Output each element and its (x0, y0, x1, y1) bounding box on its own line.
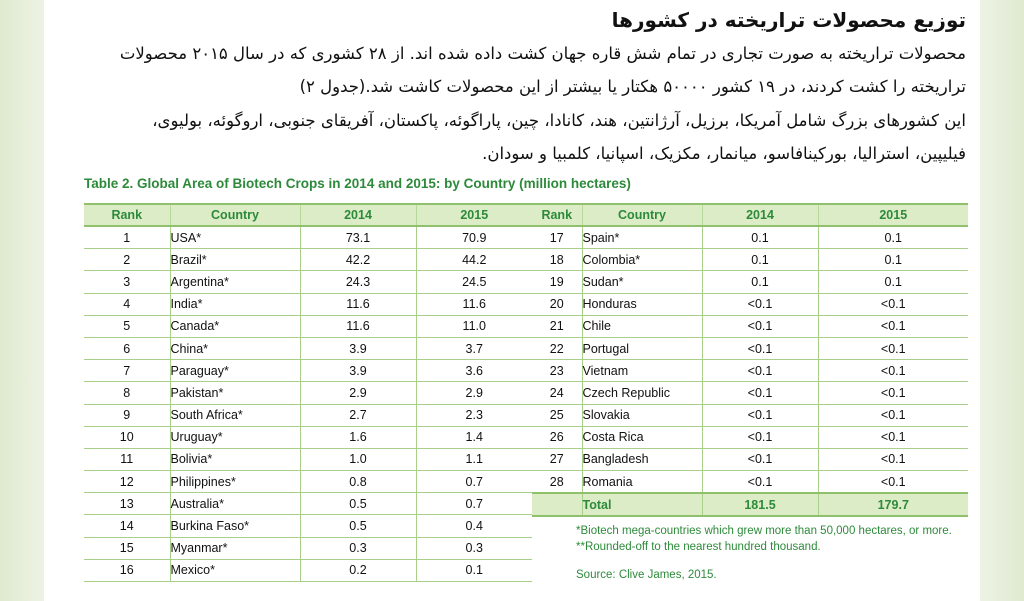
value-2015-cell: <0.1 (818, 448, 968, 470)
table-row (84, 537, 532, 559)
value-2014-cell: 0.1 (702, 271, 818, 293)
rank-cell: 6 (84, 337, 170, 359)
rank-cell: 11 (84, 448, 170, 470)
country-cell: Uruguay* (170, 426, 300, 448)
country-cell: Burkina Faso* (170, 515, 300, 537)
value-2015-cell: 0.7 (416, 493, 532, 515)
table-row (532, 360, 968, 382)
country-cell: Honduras (582, 293, 702, 315)
country-cell: Chile (582, 315, 702, 337)
value-2015-cell: 44.2 (416, 249, 532, 271)
persian-paragraph-line-4: فیلیپین، استرالیا، بورکینافاسو، میانمار، مکزیک، اسپانیا، کلمبیا و سودان. (482, 144, 966, 163)
country-cell: India* (170, 293, 300, 315)
value-2014-cell: 11.6 (300, 315, 416, 337)
rank-cell: 28 (532, 471, 582, 494)
value-2014-cell: 24.3 (300, 271, 416, 293)
value-2014-cell: <0.1 (702, 426, 818, 448)
table-row (84, 404, 532, 426)
value-2015-cell: 0.1 (416, 559, 532, 581)
country-cell: Czech Republic (582, 382, 702, 404)
value-2014-cell: 0.5 (300, 515, 416, 537)
value-2015-cell: <0.1 (818, 382, 968, 404)
rank-cell: 4 (84, 293, 170, 315)
country-cell: Spain* (582, 226, 702, 249)
value-2014-cell: <0.1 (702, 471, 818, 494)
table-row (84, 493, 532, 515)
rank-cell: 5 (84, 315, 170, 337)
header-2015: 2015 (416, 204, 532, 226)
table-row (532, 426, 968, 448)
table-row (84, 448, 532, 470)
rank-cell: 18 (532, 249, 582, 271)
value-2015-cell: 0.7 (416, 471, 532, 493)
table-total-row (532, 493, 968, 516)
persian-paragraph-line-1: محصولات تراریخته به صورت تجاری در تمام شش قاره جهان کشت داده شده اند. از ۲۸ کشوری که در سال ۲۰۱۵ محصولات (119, 44, 966, 63)
footnote-rounding: **Rounded-off to the nearest hundred thousand. (576, 541, 821, 553)
value-2014-cell: 1.0 (300, 448, 416, 470)
value-2015-cell: 70.9 (416, 226, 532, 249)
header-country: Country (582, 204, 702, 226)
header-rank: Rank (84, 204, 170, 226)
country-cell: USA* (170, 226, 300, 249)
country-cell: Portugal (582, 337, 702, 359)
value-2015-cell: 0.1 (818, 271, 968, 293)
value-2015-cell: 0.3 (416, 537, 532, 559)
country-cell: Myanmar* (170, 537, 300, 559)
table-row (532, 249, 968, 271)
country-cell: Colombia* (582, 249, 702, 271)
rank-cell: 14 (84, 515, 170, 537)
persian-paragraph-line-3: این کشورهای بزرگ شامل آمریکا، برزیل، آرژانتین، هند، کانادا، چین، پاراگوئه، پاکستان، آفریقای جنوبی، اروگوئه، بولیوی، (152, 111, 966, 130)
value-2014-cell: 3.9 (300, 337, 416, 359)
table-row (532, 293, 968, 315)
table-row (84, 315, 532, 337)
document-page (44, 0, 980, 601)
rank-cell: 13 (84, 493, 170, 515)
country-cell: South Africa* (170, 404, 300, 426)
rank-cell: 17 (532, 226, 582, 249)
table-row (532, 382, 968, 404)
table-row (532, 271, 968, 293)
rank-cell: 8 (84, 382, 170, 404)
table-right (532, 203, 968, 517)
country-cell: China* (170, 337, 300, 359)
value-2015-cell: 2.9 (416, 382, 532, 404)
value-2014-cell: <0.1 (702, 404, 818, 426)
value-2015-cell: <0.1 (818, 337, 968, 359)
value-2015-cell: 1.4 (416, 426, 532, 448)
header-country: Country (170, 204, 300, 226)
table-row (532, 337, 968, 359)
rank-cell: 20 (532, 293, 582, 315)
table-left (84, 203, 532, 582)
value-2014-cell: <0.1 (702, 337, 818, 359)
left-margin (0, 0, 44, 601)
value-2014-cell: 0.1 (702, 249, 818, 271)
value-2014-cell: <0.1 (702, 382, 818, 404)
rank-cell: 7 (84, 360, 170, 382)
country-cell: Philippines* (170, 471, 300, 493)
country-cell: Costa Rica (582, 426, 702, 448)
rank-cell: 26 (532, 426, 582, 448)
rank-cell: 12 (84, 471, 170, 493)
value-2014-cell: 2.7 (300, 404, 416, 426)
value-2014-cell: <0.1 (702, 293, 818, 315)
country-cell: Canada* (170, 315, 300, 337)
value-2014-cell: 0.5 (300, 493, 416, 515)
total-2014: 181.5 (702, 493, 818, 516)
value-2014-cell: 3.9 (300, 360, 416, 382)
rank-cell: 15 (84, 537, 170, 559)
value-2015-cell: 1.1 (416, 448, 532, 470)
value-2015-cell: 3.7 (416, 337, 532, 359)
value-2014-cell: 0.3 (300, 537, 416, 559)
rank-cell: 25 (532, 404, 582, 426)
value-2014-cell: <0.1 (702, 448, 818, 470)
table-row (84, 515, 532, 537)
country-cell: Sudan* (582, 271, 702, 293)
country-cell: Australia* (170, 493, 300, 515)
rank-cell: 10 (84, 426, 170, 448)
value-2014-cell: 11.6 (300, 293, 416, 315)
rank-cell: 1 (84, 226, 170, 249)
value-2015-cell: 11.6 (416, 293, 532, 315)
country-cell: Romania (582, 471, 702, 494)
table-title: Table 2. Global Area of Biotech Crops in 2014 and 2015: by Country (million hectares) (84, 176, 631, 191)
value-2014-cell: 0.8 (300, 471, 416, 493)
value-2015-cell: <0.1 (818, 426, 968, 448)
table-row (532, 226, 968, 249)
table-row (532, 404, 968, 426)
total-2015: 179.7 (818, 493, 968, 516)
table-row (84, 382, 532, 404)
table-row (84, 293, 532, 315)
rank-cell: 23 (532, 360, 582, 382)
value-2015-cell: 2.3 (416, 404, 532, 426)
country-cell: Paraguay* (170, 360, 300, 382)
value-2014-cell: 2.9 (300, 382, 416, 404)
table-row (84, 559, 532, 581)
value-2014-cell: <0.1 (702, 360, 818, 382)
value-2015-cell: 24.5 (416, 271, 532, 293)
value-2015-cell: 11.0 (416, 315, 532, 337)
value-2015-cell: 0.1 (818, 249, 968, 271)
header-2015: 2015 (818, 204, 968, 226)
persian-title: توزیع محصولات تراریخته در کشورها (611, 8, 966, 32)
table-row (84, 249, 532, 271)
table-header-row (84, 204, 532, 226)
country-cell: Bangladesh (582, 448, 702, 470)
table-row (84, 337, 532, 359)
total-rank-cell (532, 493, 582, 516)
header-2014: 2014 (300, 204, 416, 226)
rank-cell: 16 (84, 559, 170, 581)
value-2015-cell: 0.1 (818, 226, 968, 249)
value-2014-cell: 73.1 (300, 226, 416, 249)
country-cell: Slovakia (582, 404, 702, 426)
value-2015-cell: 0.4 (416, 515, 532, 537)
table-row (532, 315, 968, 337)
total-label: Total (582, 493, 702, 516)
table-row (532, 448, 968, 470)
value-2015-cell: <0.1 (818, 360, 968, 382)
country-cell: Vietnam (582, 360, 702, 382)
country-cell: Pakistan* (170, 382, 300, 404)
value-2015-cell: <0.1 (818, 293, 968, 315)
value-2015-cell: <0.1 (818, 471, 968, 494)
country-cell: Bolivia* (170, 448, 300, 470)
rank-cell: 3 (84, 271, 170, 293)
rank-cell: 19 (532, 271, 582, 293)
value-2015-cell: <0.1 (818, 404, 968, 426)
rank-cell: 22 (532, 337, 582, 359)
value-2015-cell: <0.1 (818, 315, 968, 337)
value-2014-cell: 0.1 (702, 226, 818, 249)
country-cell: Brazil* (170, 249, 300, 271)
table-row (532, 471, 968, 494)
rank-cell: 2 (84, 249, 170, 271)
footnote-mega-countries: *Biotech mega-countries which grew more than 50,000 hectares, or more. (576, 525, 952, 537)
header-rank: Rank (532, 204, 582, 226)
header-2014: 2014 (702, 204, 818, 226)
table-header-row (532, 204, 968, 226)
value-2015-cell: 3.6 (416, 360, 532, 382)
value-2014-cell: 0.2 (300, 559, 416, 581)
source-note: Source: Clive James, 2015. (576, 569, 717, 581)
value-2014-cell: 42.2 (300, 249, 416, 271)
table-row (84, 271, 532, 293)
country-cell: Mexico* (170, 559, 300, 581)
value-2014-cell: <0.1 (702, 315, 818, 337)
rank-cell: 21 (532, 315, 582, 337)
right-margin (980, 0, 1024, 601)
value-2014-cell: 1.6 (300, 426, 416, 448)
country-cell: Argentina* (170, 271, 300, 293)
rank-cell: 27 (532, 448, 582, 470)
rank-cell: 9 (84, 404, 170, 426)
persian-paragraph-line-2: تراریخته را کشت کردند، در ۱۹ کشور ۵۰۰۰۰ هکتار یا بیشتر از این محصولات کاشت شد.(جدول ۲) (299, 77, 966, 96)
table-row (84, 426, 532, 448)
table-row (84, 226, 532, 249)
table-row (84, 471, 532, 493)
rank-cell: 24 (532, 382, 582, 404)
table-row (84, 360, 532, 382)
